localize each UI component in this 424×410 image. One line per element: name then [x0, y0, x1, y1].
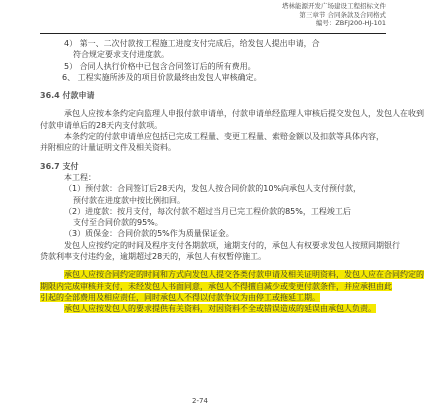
header-chapter: 第三章节 合同条款及合同格式: [299, 10, 386, 19]
document-body: [40, 38, 424, 315]
list-item-4-continued: 符合规定要求支付进度款。: [73, 50, 169, 60]
list-item-4: 4） 第一、二次付款按工程施工进度支付完成后，给发包人提出申请，合: [64, 39, 320, 48]
highlighted-line: 引起的全部费用及相应责任，同时承包人不得以付款争议为由停工或拖延工期。: [40, 292, 320, 302]
page-number: 2-74: [192, 397, 208, 405]
paragraph-line: 发包人应按约定的时间及程序支付各期款项，逾期支付的，承包人有权要求发包人按照同期银行: [64, 240, 400, 250]
header-doc-number: 编号：ZBFJ200-HJ-101: [315, 19, 386, 27]
paragraph-line: 本条约定的付款申请单应包括已完成工程量、变更工程量、索赔金额以及扣款等具体内容，: [64, 132, 384, 142]
section-heading-36-4: 36.4 付款申请: [40, 91, 95, 101]
paragraph-line: 本工程：: [64, 172, 96, 182]
highlighted-line: 承包人应按发包人的要求提供有关资料，对因资料不全或错误造成的延误由承包人负责。: [64, 304, 376, 314]
highlighted-line: 期限内完成审核并支付，未经发包人书面同意，承包人不得擅自减少或变更付款条件，并应承担由此: [40, 281, 392, 291]
list-item-6: 6、 工程实施所涉及的项目价款最终由发包人审核确定。: [62, 72, 262, 82]
paragraph-line: 贷款利率支付违约金，逾期超过28天的，承包人有权暂停施工。: [40, 252, 267, 262]
list-item-2: （2）进度款：按月支付，每次付款不超过当月已完工程价款的85%，工程竣工后: [64, 206, 351, 216]
document-header: [226, 2, 386, 28]
header-project-title: 塔林能源开发广场建设工程招标文件: [282, 2, 386, 10]
list-item-1: （1）预付款：合同签订后28天内，发包人按合同价款的10%向承包人支付预付款，: [64, 184, 362, 194]
header-rule: [40, 33, 386, 34]
section-heading-36-7: 36.7 支付: [40, 161, 79, 171]
list-item-2-continued: 支付至合同价款的95%。: [73, 218, 163, 228]
list-item-3: （3）质保金：合同价款的5%作为质量保证金。: [64, 229, 234, 239]
list-item-1-continued: 预付款在进度款中按比例扣回。: [73, 195, 185, 205]
list-item-5: 5） 合同人执行价格中已包含合同签订后的所有费用。: [64, 61, 256, 71]
highlighted-line: 承包人应按合同约定的时间和方式向发包人提交各类付款申请及相关证明资料，发包人应在合同约定的: [64, 270, 424, 280]
paragraph-line: 付款申请单后的28天内支付款项。: [40, 120, 163, 130]
paragraph-line: 并附相应的计量证明文件及相关资料。: [40, 143, 176, 153]
paragraph-line: 承包人应按本条约定向监理人申报付款申请单，付款申请单经监理人审核后提交发包人，发包人在收到: [64, 109, 424, 119]
